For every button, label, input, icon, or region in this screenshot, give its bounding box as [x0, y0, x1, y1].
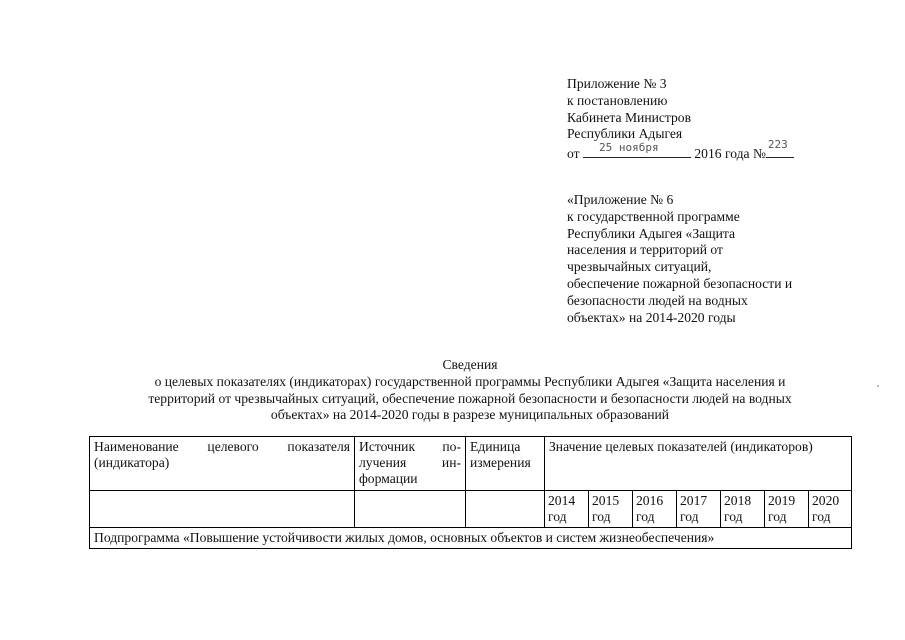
- year-unit: год: [592, 509, 611, 524]
- year-unit: год: [812, 509, 831, 524]
- header-source: [355, 437, 466, 491]
- appendix-header: [567, 76, 794, 163]
- program-appendix-line: безопасности людей на водных: [567, 292, 748, 308]
- program-appendix-line: чрезвычайных ситуаций,: [567, 259, 712, 275]
- appendix-line: Приложение № 3: [567, 76, 667, 91]
- date-line: [567, 138, 794, 163]
- year-unit: год: [548, 509, 567, 524]
- program-appendix: [567, 192, 792, 326]
- header-values: Значение целевых показателей (индикаторов): [545, 437, 852, 491]
- program-appendix-line: к государственной программе: [567, 208, 740, 224]
- program-appendix-line: объектах» на 2014-2020 годы: [567, 309, 736, 325]
- program-appendix-line: обеспечение пожарной безопасности и: [567, 275, 793, 291]
- year-value: 2015: [592, 493, 620, 508]
- year-value: 2019: [768, 493, 796, 508]
- table-years-row: [90, 491, 852, 528]
- program-appendix-line: «Приложение № 6: [567, 192, 674, 207]
- title-line: объектах» на 2014-2020 годы в разрезе муниципальных образований: [270, 407, 670, 423]
- title-heading: Сведения: [442, 357, 498, 372]
- header-source-line2: лучения ин-: [359, 455, 461, 470]
- year-unit: год: [768, 509, 787, 524]
- year-unit: год: [636, 509, 655, 524]
- program-appendix-line: населения и территорий от: [567, 242, 723, 258]
- document-title: [110, 357, 830, 424]
- title-line: территорий от чрезвычайных ситуаций, обеспечение пожарной безопасности и безопасности людей на водных: [148, 390, 792, 406]
- program-appendix-line: Республики Адыгея «Защита: [567, 225, 736, 241]
- header-unit: [466, 437, 545, 491]
- indicators-table: [89, 436, 852, 549]
- date-prefix: от: [567, 146, 580, 162]
- header-source-line1: Источник по-: [359, 439, 461, 454]
- year-value: 2017: [680, 493, 708, 508]
- year-value: 2016: [636, 493, 664, 508]
- year-cell: [589, 491, 633, 528]
- header-source-line3: формации: [359, 471, 418, 486]
- subprogram-title: Подпрограмма «Повышение устойчивости жилых домов, основных объектов и систем жизнеобеспечения»: [90, 528, 852, 549]
- appendix-line: к постановлению: [567, 92, 668, 108]
- appendix-line: Республики Адыгея: [567, 126, 683, 142]
- year-value: 2018: [724, 493, 752, 508]
- year-unit: год: [724, 509, 743, 524]
- header-indicator-name: [90, 437, 355, 491]
- empty-cell: [90, 491, 355, 528]
- subprogram-row: [90, 528, 852, 549]
- date-suffix: 2016 года №: [694, 146, 766, 162]
- year-cell: [677, 491, 721, 528]
- year-value: 2020: [812, 493, 840, 508]
- empty-cell: [355, 491, 466, 528]
- year-unit: год: [680, 509, 699, 524]
- title-line: о целевых показателях (индикаторах) государственной программы Республики Адыгея «Защита населения и: [154, 373, 786, 389]
- header-unit-line1: Единица: [470, 439, 521, 454]
- table-header-row: [90, 437, 852, 491]
- year-cell: [721, 491, 765, 528]
- year-value: 2014: [548, 493, 576, 508]
- header-unit-line2: измерения: [470, 455, 531, 470]
- date-field: [583, 143, 691, 158]
- handwritten-date: 25 ноября: [598, 141, 659, 155]
- appendix-line: Кабинета Министров: [567, 109, 692, 125]
- header-indicator-name-line1: Наименование целевого показателя: [94, 439, 350, 454]
- scan-speck: [877, 385, 879, 387]
- empty-cell: [466, 491, 545, 528]
- header-indicator-name-line2: (индикатора): [94, 455, 170, 470]
- number-field: [766, 138, 794, 158]
- year-cell: [809, 491, 852, 528]
- handwritten-number: 223: [767, 138, 788, 152]
- year-cell: [545, 491, 589, 528]
- year-cell: [765, 491, 809, 528]
- year-cell: [633, 491, 677, 528]
